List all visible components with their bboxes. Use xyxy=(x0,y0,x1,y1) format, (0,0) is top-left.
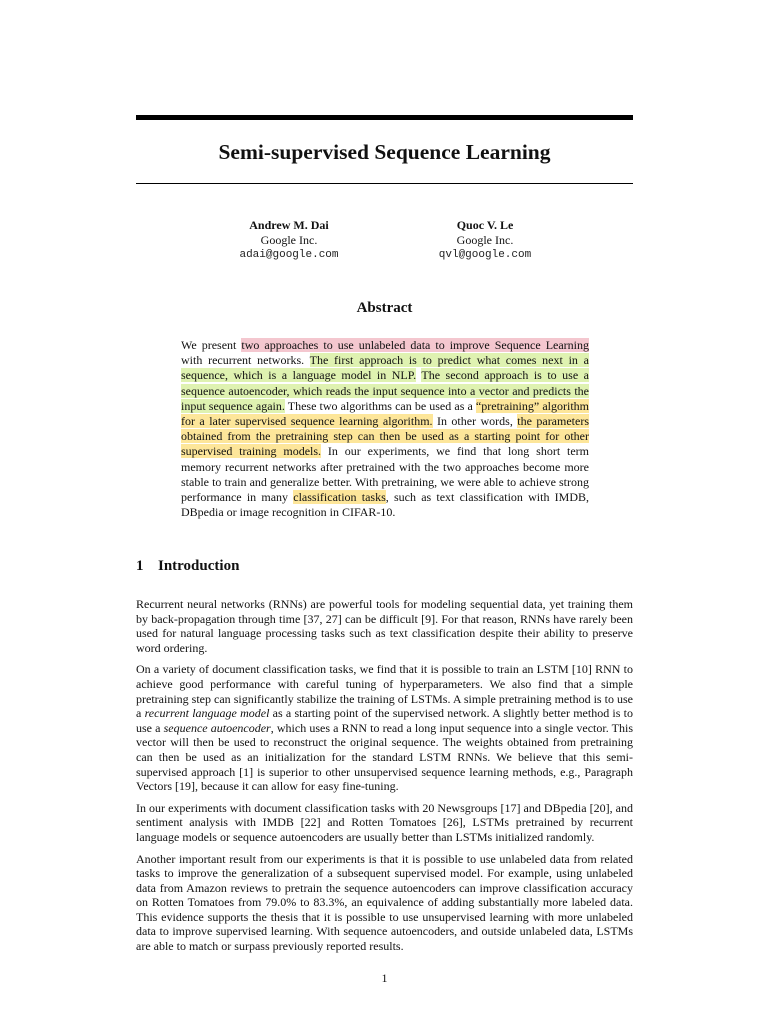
section-body xyxy=(136,597,633,961)
highlight-yellow: classification tasks xyxy=(293,490,386,505)
abstract-text-segment: We present xyxy=(181,338,242,352)
abstract-text xyxy=(181,338,589,520)
highlight-green: The first approach is to predict what comes next in a sequence, which is a language model in NLP. xyxy=(181,353,589,383)
author-affiliation: Google Inc. xyxy=(456,233,514,247)
paragraph-text: as a starting point of the supervised network. A slightly better method is to use a xyxy=(136,706,634,735)
abstract-text-segment: In our experiments, we find that long short term memory recurrent networks after pretrained with the two approaches become more stable to train and generalize better. With pretraining, we were able to achieve strong performance in many xyxy=(181,444,590,505)
abstract-text-segment: These two algorithms can be used as a xyxy=(284,398,476,413)
highlight-yellow: the parameters obtained from the pretraining step can then be used as a starting point for other supervised training models. xyxy=(181,414,589,459)
author-block-2 xyxy=(375,218,595,263)
paper-title: Semi-supervised Sequence Learning xyxy=(218,140,551,164)
author-name: Quoc V. Le xyxy=(456,218,514,232)
emphasis-term: sequence autoencoder xyxy=(163,720,271,735)
abstract-text-segment: with recurrent networks. xyxy=(181,353,310,368)
body-paragraph-1: Recurrent neural networks (RNNs) are powerful tools for modeling sequential data, yet training them by back-propagation through time [37, 27] can be difficult [9]. For that reason, RNNs have rarely been used for natural language processing tasks such as text classification despite their ability to preserve word ordering. xyxy=(136,597,633,655)
body-paragraph-2 xyxy=(136,662,633,793)
section-title: Introduction xyxy=(158,558,240,574)
page-number: 1 xyxy=(381,971,388,985)
author-email[interactable]: adai@google.com xyxy=(239,249,339,261)
highlight-yellow: “pretraining” algorithm for a later supervised sequence learning algorithm. xyxy=(181,398,589,429)
abstract-heading: Abstract xyxy=(356,300,413,316)
title-bottom-rule xyxy=(136,183,633,184)
section-heading xyxy=(136,556,633,576)
title-top-rule xyxy=(136,115,633,120)
author-affiliation: Google Inc. xyxy=(260,233,318,247)
section-number: 1 xyxy=(136,558,144,574)
paragraph-text: On a variety of document classification tasks, we find that it is possible to train an LSTM [10] RNN to achieve good performance with careful tuning of hyperparameters. We also find that a simple pretraining step can significantly stabilize the training of LSTMs. A simple pretraining method is to use a xyxy=(136,662,633,721)
highlight-red: two approaches to use unlabeled data to improve Sequence Learning xyxy=(241,338,590,352)
author-email[interactable]: qvl@google.com xyxy=(438,249,532,261)
body-paragraph-3: In our experiments with document classification tasks with 20 Newsgroups [17] and DBpedia [20], and sentiment analysis with IMDB [22] and Rotten Tomatoes [26], LSTMs pretrained by recurrent language models or sequence autoencoders are usually better than LSTMs initialized randomly. xyxy=(136,800,633,844)
author-name: Andrew M. Dai xyxy=(249,218,329,232)
highlight-green: The second approach is to use a sequence autoencoder, which reads the input sequence into a vector and predicts the input sequence again. xyxy=(181,368,589,413)
author-block-1 xyxy=(179,218,399,263)
body-paragraph-4: Another important result from our experiments is that it is possible to use unlabeled data from related tasks to improve the generalization of a subsequent supervised model. For example, using unlabeled data from Amazon reviews to pretrain the sequence autoencoders can improve classification accuracy on Rotten Tomatoes from 79.0% to 83.3%, an equivalence of adding substantially more labeled data. This evidence supports the thesis that it is possible to use unsupervised learning with more unlabeled data to improve supervised learning. With sequence autoencoders, and outside unlabeled data, LSTMs are able to match or surpass previously reported results. xyxy=(136,851,633,954)
emphasis-term: recurrent language model xyxy=(144,706,270,721)
abstract-text-segment: In other words, xyxy=(432,414,518,429)
abstract-text-segment: , such as text classification with IMDB, DBpedia or image recognition in CIFAR-10. xyxy=(181,490,590,520)
paragraph-text: , which uses a RNN to read a long input sequence into a single vector. This vector will then be used to reconstruct the original sequence. The weights obtained from pretraining can then be used as an initialization for the standard LSTM RNNs. We believe that this semi-supervised approach [1] is superior to other unsupervised sequence learning methods, e.g., Paragraph Vectors [19], because it can allow for easy fine-tuning. xyxy=(136,720,633,794)
